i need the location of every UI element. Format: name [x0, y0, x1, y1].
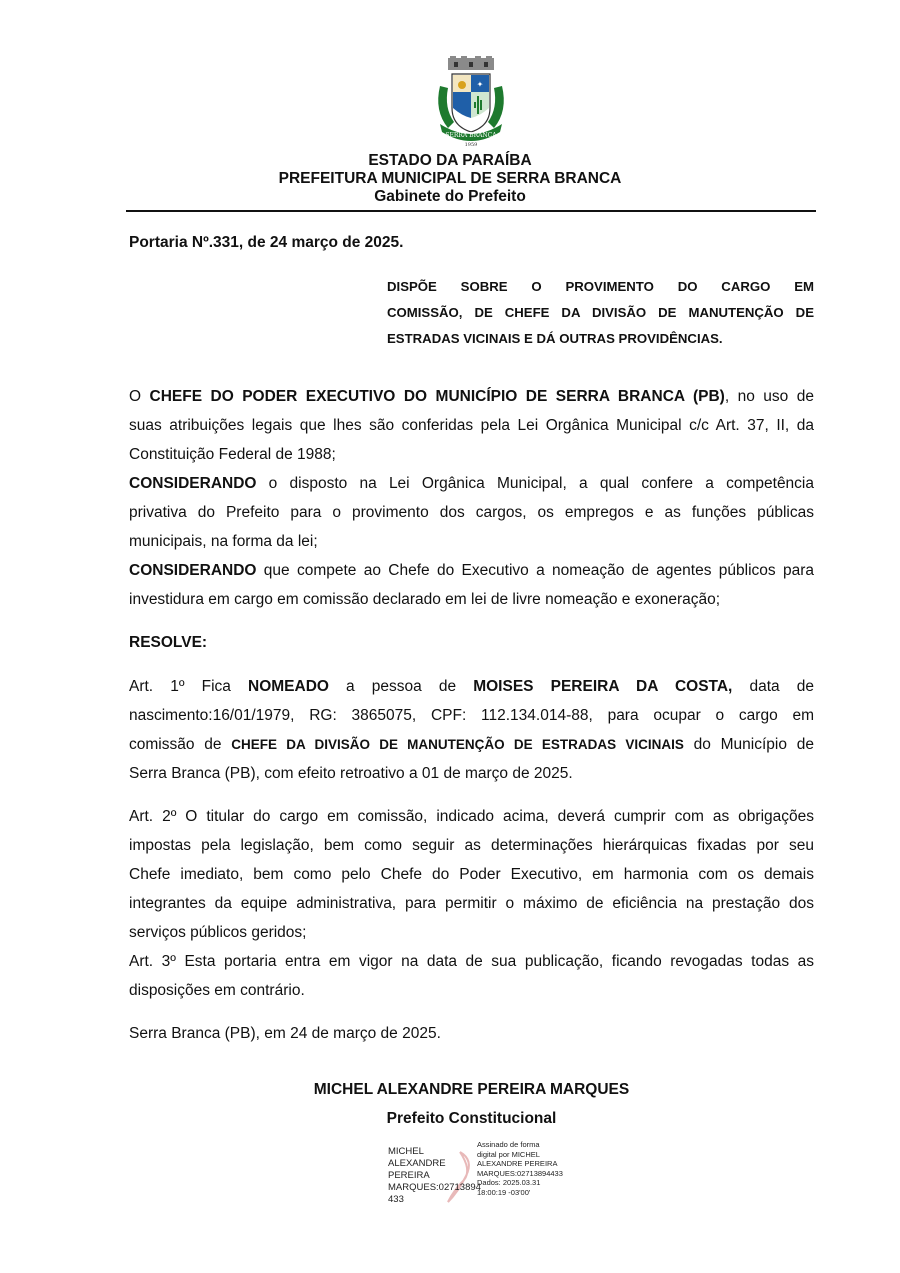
signer-role: Prefeito Constitucional — [386, 1110, 557, 1127]
header-state: ESTADO DA PARAÍBA — [368, 152, 532, 169]
header-prefeitura: PREFEITURA MUNICIPAL DE SERRA BRANCA — [278, 170, 622, 187]
preamble-line: Constituição Federal de 1988; — [129, 446, 336, 463]
ementa-line: ESTRADAS VICINAIS E DÁ OUTRAS PROVIDÊNCIAS. — [387, 331, 723, 346]
executive-title: CHEFE DO PODER EXECUTIVO DO MUNICÍPIO DE SERRA BRANCA (PB) — [149, 388, 725, 405]
crest-ribbon-text: SERRA BRANCA — [445, 132, 497, 139]
considerando-line: CONSIDERANDO o disposto na Lei Orgânica Municipal, a qual confere a competência — [129, 475, 814, 492]
position-title: CHEFE DA DIVISÃO DE MANUTENÇÃO DE ESTRADAS VICINAIS — [231, 737, 684, 752]
article-3-line: disposições em contrário. — [129, 982, 305, 999]
municipal-coat-of-arms — [434, 56, 508, 148]
article-2 — [129, 802, 814, 1005]
ementa-line: DISPÕE SOBRE O PROVIMENTO DO CARGO EM — [387, 279, 814, 294]
closing-date: Serra Branca (PB), em 24 de março de 2025. — [129, 1025, 441, 1042]
article-line: serviços públicos geridos; — [129, 924, 307, 941]
article-line: nascimento:16/01/1979, RG: 3865075, CPF: 112.134.014-88, para ocupar o cargo em — [129, 707, 814, 724]
article-line: comissão de CHEFE DA DIVISÃO DE MANUTENÇÃO DE ESTRADAS VICINAIS do Município de — [129, 736, 814, 753]
preamble-line: O CHEFE DO PODER EXECUTIVO DO MUNICÍPIO DE SERRA BRANCA (PB), no uso de — [129, 388, 814, 405]
crest-year: 1959 — [464, 142, 478, 148]
article-line: impostas pela legislação, bem como seguir as determinações hierárquicas fixadas por seu — [129, 837, 814, 854]
header-divider — [126, 210, 816, 212]
article-1 — [129, 672, 814, 788]
portaria-title: Portaria Nº.331, de 24 março de 2025. — [129, 234, 404, 251]
considerando-line: investidura em cargo em comissão declarado em lei de livre nomeação e exoneração; — [129, 591, 721, 608]
resolve-heading: RESOLVE: — [129, 634, 208, 651]
digital-signature-details: Assinado de forma digital por MICHEL ALEXANDRE PEREIRA MARQUES:02713894433 Dados: 2025.03.31 18:00:19 -03'00' — [477, 1140, 563, 1197]
ementa-line: COMISSÃO, DE CHEFE DA DIVISÃO DE MANUTENÇÃO DE — [387, 305, 814, 320]
signer-name: MICHEL ALEXANDRE PEREIRA MARQUES — [313, 1081, 630, 1098]
article-3-line: Art. 3º Esta portaria entra em vigor na data de sua publicação, ficando revogadas todas as — [129, 953, 814, 970]
article-line: Art. 2º O titular do cargo em comissão, indicado acima, deverá cumprir com as obrigações — [129, 808, 814, 825]
ementa-block — [387, 274, 814, 352]
article-line: Art. 1º Fica NOMEADO a pessoa de MOISES PEREIRA DA COSTA, data de — [129, 678, 814, 695]
considerando-line: CONSIDERANDO que compete ao Chefe do Executivo a nomeação de agentes públicos para — [129, 562, 814, 579]
nominee-name: MOISES PEREIRA DA COSTA, — [473, 678, 733, 695]
article-line: integrantes da equipe administrativa, para permitir o máximo de eficiência na prestação dos — [129, 895, 814, 912]
header-gabinete: Gabinete do Prefeito — [374, 188, 526, 205]
svg-text:✦: ✦ — [476, 80, 484, 89]
digital-signature-name: MICHEL ALEXANDRE PEREIRA MARQUES:02713894 433 — [388, 1146, 481, 1205]
preamble-line: suas atribuições legais que lhes são conferidas pela Lei Orgânica Municipal c/c Art. 37, II, da — [129, 417, 814, 434]
preamble — [129, 382, 814, 614]
article-line: Serra Branca (PB), com efeito retroativo a 01 de março de 2025. — [129, 765, 573, 782]
article-line: Chefe imediato, bem como pelo Chefe do Poder Executivo, em harmonia com os demais — [129, 866, 814, 883]
considerando-line: municipais, na forma da lei; — [129, 533, 318, 550]
considerando-line: privativa do Prefeito para o provimento dos cargos, os empregos e as funções públicas — [129, 504, 814, 521]
